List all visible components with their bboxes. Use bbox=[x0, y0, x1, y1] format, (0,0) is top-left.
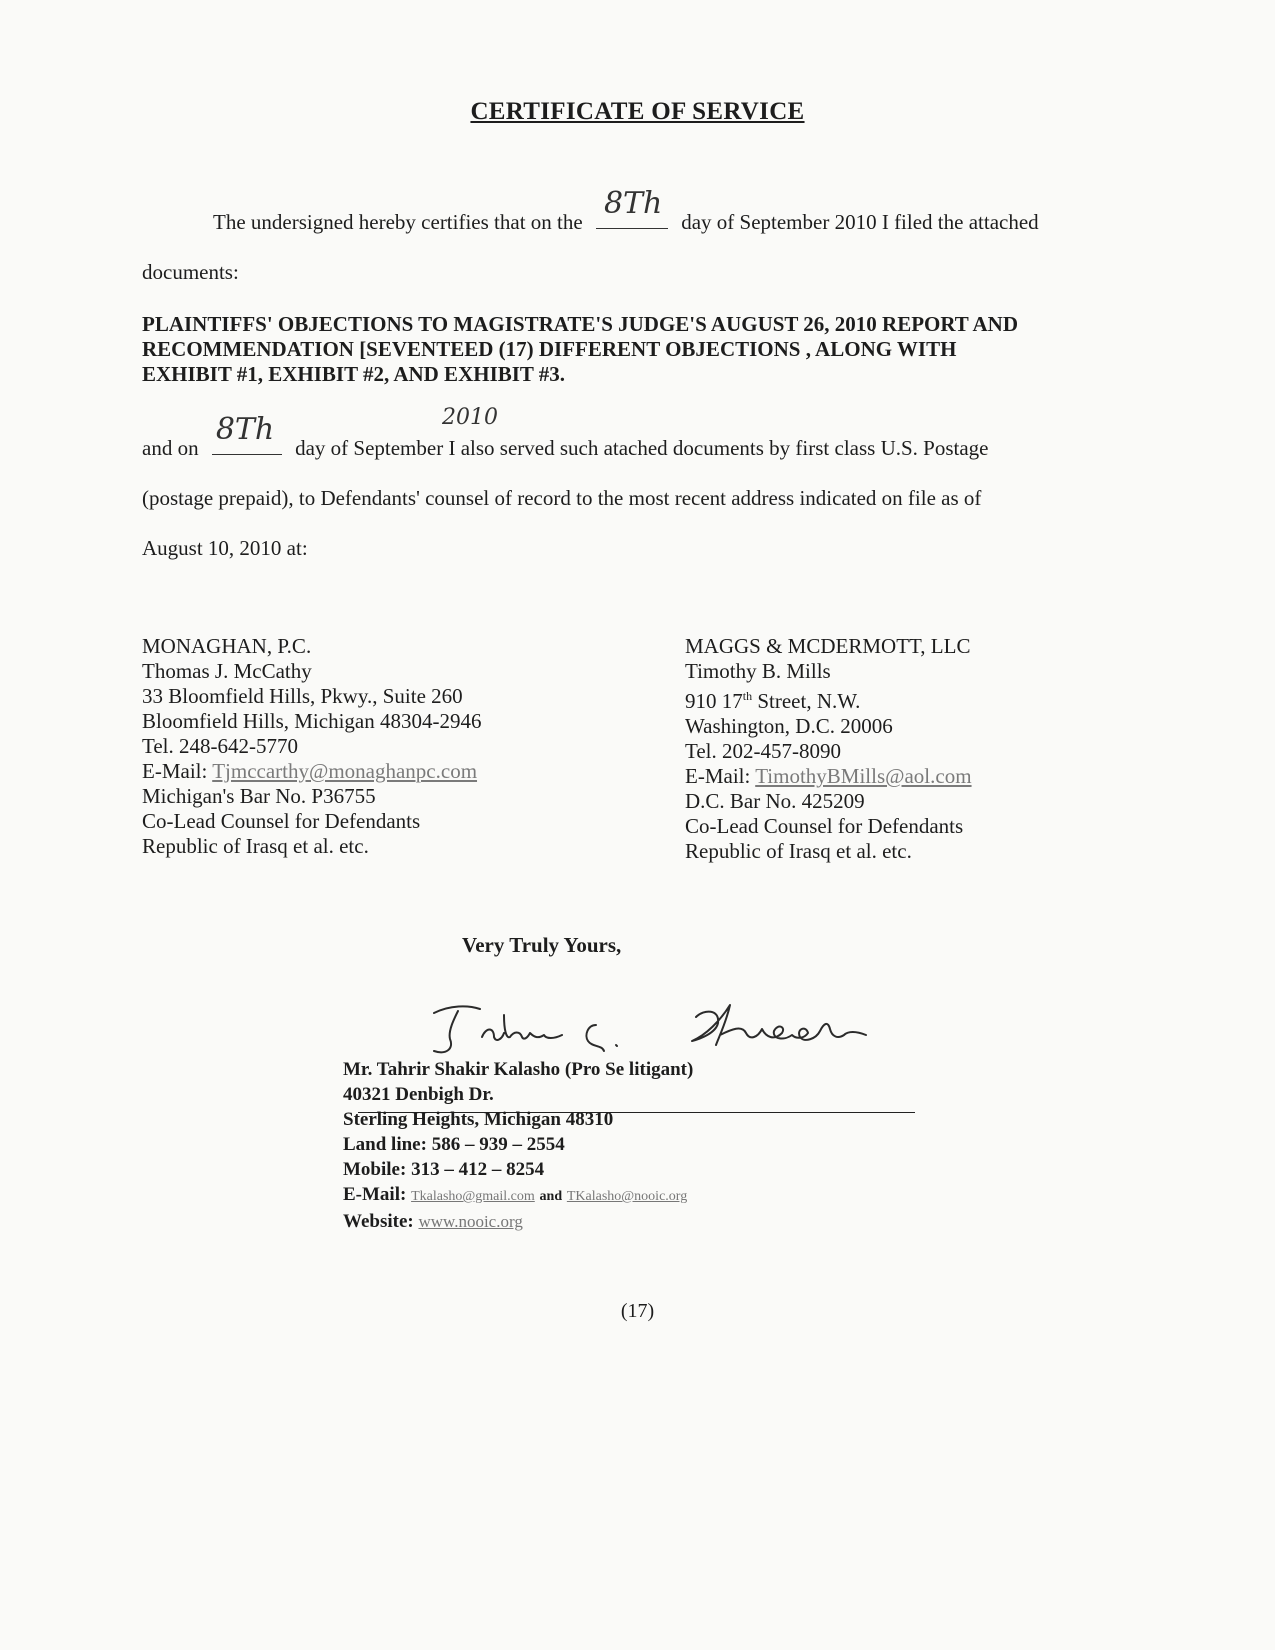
certify-line bbox=[213, 186, 1039, 235]
document-title-line-1: PLAINTIFFS' OBJECTIONS TO MAGISTRATE'S JUDGE'S AUGUST 26, 2010 REPORT AND bbox=[142, 312, 1019, 336]
page-title: CERTIFICATE OF SERVICE bbox=[470, 98, 805, 125]
right-tel: Tel. 202-457-8090 bbox=[685, 739, 842, 763]
right-email-label: E-Mail: bbox=[685, 764, 751, 788]
left-city: Bloomfield Hills, Michigan 48304-2946 bbox=[142, 709, 482, 733]
certify-text-after: day of September 2010 I filed the attached bbox=[681, 210, 1039, 234]
left-email-label: E-Mail: bbox=[142, 759, 208, 783]
left-email-link[interactable]: Tjmccarthy@monaghanpc.com bbox=[212, 759, 478, 783]
right-email-row bbox=[685, 764, 972, 789]
closing: Very Truly Yours, bbox=[462, 933, 622, 957]
right-name: Timothy B. Mills bbox=[685, 659, 831, 683]
signer-street: 40321 Denbigh Dr. bbox=[343, 1084, 494, 1105]
document-title-line-2: RECOMMENDATION [SEVENTEED (17) DIFFERENT OBJECTIONS , ALONG WITH bbox=[142, 337, 957, 361]
day-blank bbox=[596, 186, 668, 229]
served-day-blank bbox=[212, 412, 282, 455]
handwritten-served-day: 8Th bbox=[215, 412, 275, 447]
handwritten-day: 8Th bbox=[603, 186, 663, 221]
signer-landline: Land line: 586 – 939 – 2554 bbox=[343, 1134, 565, 1155]
left-tel: Tel. 248-642-5770 bbox=[142, 734, 299, 758]
right-client: Republic of Irasq et al. etc. bbox=[685, 839, 912, 863]
right-address-block bbox=[685, 634, 972, 864]
page-number: (17) bbox=[620, 1300, 655, 1322]
left-client: Republic of Irasq et al. etc. bbox=[142, 834, 369, 858]
signer-website-link[interactable]: www.nooic.org bbox=[418, 1212, 523, 1231]
right-city: Washington, D.C. 20006 bbox=[685, 714, 893, 738]
served-line-2: (postage prepaid), to Defendants' counsel of record to the most recent address indicated on file as of bbox=[142, 486, 982, 510]
right-firm: MAGGS & MCDERMOTT, LLC bbox=[685, 634, 971, 658]
left-address-block bbox=[142, 634, 481, 859]
signer-email-and: and bbox=[539, 1189, 563, 1204]
signer-email-row bbox=[343, 1182, 693, 1209]
documents-label: documents: bbox=[142, 260, 239, 284]
left-bar: Michigan's Bar No. P36755 bbox=[142, 784, 376, 808]
signer-email-label: E-Mail: bbox=[343, 1184, 407, 1205]
signer-mobile: Mobile: 313 – 412 – 8254 bbox=[343, 1159, 545, 1180]
signer-email-1[interactable]: Tkalasho@gmail.com bbox=[411, 1189, 535, 1204]
certify-text-before: The undersigned hereby certifies that on the bbox=[213, 210, 583, 234]
handwritten-year: 2010 bbox=[442, 405, 498, 430]
served-line-3: August 10, 2010 at: bbox=[142, 536, 308, 560]
left-name: Thomas J. McCathy bbox=[142, 659, 312, 683]
right-email-link[interactable]: TimothyBMills@aol.com bbox=[755, 764, 972, 788]
right-role: Co-Lead Counsel for Defendants bbox=[685, 814, 964, 838]
left-role: Co-Lead Counsel for Defendants bbox=[142, 809, 421, 833]
left-email-row bbox=[142, 759, 481, 784]
left-street: 33 Bloomfield Hills, Pkwy., Suite 260 bbox=[142, 684, 463, 708]
signer-block bbox=[343, 1057, 693, 1234]
right-bar: D.C. Bar No. 425209 bbox=[685, 789, 865, 813]
signer-website-row bbox=[343, 1209, 693, 1234]
signer-email-2[interactable]: TKalasho@nooic.org bbox=[566, 1189, 688, 1204]
document-title-line-3: EXHIBIT #1, EXHIBIT #2, AND EXHIBIT #3. bbox=[142, 362, 566, 386]
served-text-after: day of September I also served such atached documents by first class U.S. Postage bbox=[295, 436, 989, 460]
served-text-before: and on bbox=[142, 436, 199, 460]
signer-website-label: Website: bbox=[343, 1211, 414, 1232]
signer-city: Sterling Heights, Michigan 48310 bbox=[343, 1109, 614, 1130]
right-street: 910 17th Street, N.W. bbox=[685, 689, 861, 713]
handwritten-signature bbox=[420, 995, 890, 1065]
signer-name: Mr. Tahrir Shakir Kalasho (Pro Se litigant) bbox=[343, 1059, 694, 1080]
left-firm: MONAGHAN, P.C. bbox=[142, 634, 312, 658]
